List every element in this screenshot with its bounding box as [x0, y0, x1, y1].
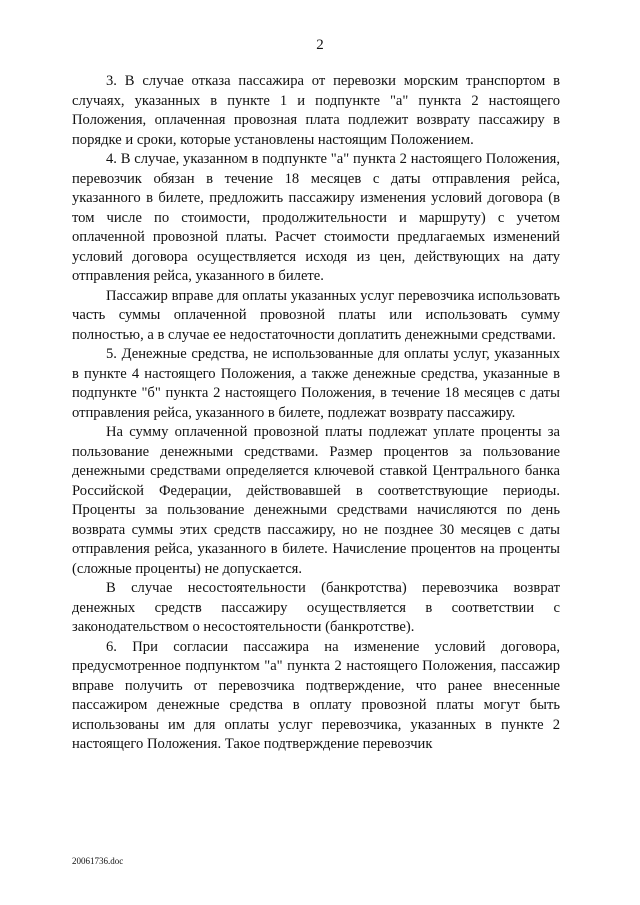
paragraph-item-6: 6. При согласии пассажира на изменение условий договора, предусмотренное подпунктом "а" пункта 2 настоящего Положения, пассажир вправе получить от перевозчика подтверждение, что ранее внесенные пассажиром денежные средства в оплату провозной платы могут быть использованы им для оплаты услуг перевозчика, указанных в пункте 2 настоящего Положения. Такое подтверждение перевозчик: [72, 638, 560, 752]
paragraph-item-4: 4. В случае, указанном в подпункте "а" пункта 2 настоящего Положения, перевозчик обязан в течение 18 месяцев с даты отправления рейса, указанного в билете, предложить пассажиру изменения условий договора (в том числе по стоимости, продолжительности и маршруту) с учетом оплаченной провозной платы. Расчет стоимости предлагаемых изменений условий договора осуществляется исходя из цен, действующих на дату отправления рейса, указанного в билете.: [72, 151, 560, 284]
paragraph-interest: На сумму оплаченной провозной платы подлежат уплате проценты за пользование денежными средствами. Размер процентов за пользование денежными средствами определяется ключевой ставкой Центрального банка Российской Федерации, действовавшей в соответствующие периоды. Проценты за пользование денежными средствами начисляются по день возврата суммы этих средств пассажиру, но не позднее 30 месяцев с даты отправления рейса, указанного в билете. Начисление процентов на проценты (сложные проценты) не допускается.: [72, 424, 560, 577]
footer-filename: 20061736.doc: [72, 856, 124, 866]
paragraph-passenger-payment: Пассажир вправе для оплаты указанных услуг перевозчика использовать часть суммы оплаченной провозной платы или использовать сумму полностью, а в случае ее недостаточности доплатить денежными средствами.: [72, 287, 560, 343]
page-number: 2: [316, 37, 324, 53]
document-body: [72, 72, 560, 755]
paragraph-item-5: 5. Денежные средства, не использованные для оплаты услуг, указанных в пункте 4 настоящего Положения, а также денежные средства, указанные в подпункте "б" пункта 2 настоящего Положения, в течение 18 месяцев с даты отправления рейса, указанного в билете, подлежат возврату пассажиру.: [72, 346, 560, 421]
paragraph-bankruptcy: В случае несостоятельности (банкротства) перевозчика возврат денежных средств пассажиру осуществляется в соответствии с законодательством о несостоятельности (банкротстве).: [72, 580, 560, 635]
paragraph-item-3: 3. В случае отказа пассажира от перевозки морским транспортом в случаях, указанных в пункте 1 и подпункте "а" пункта 2 настоящего Положения, оплаченная провозная плата подлежит возврату пассажиру в порядке и сроки, которые установлены настоящим Положением.: [72, 73, 560, 148]
